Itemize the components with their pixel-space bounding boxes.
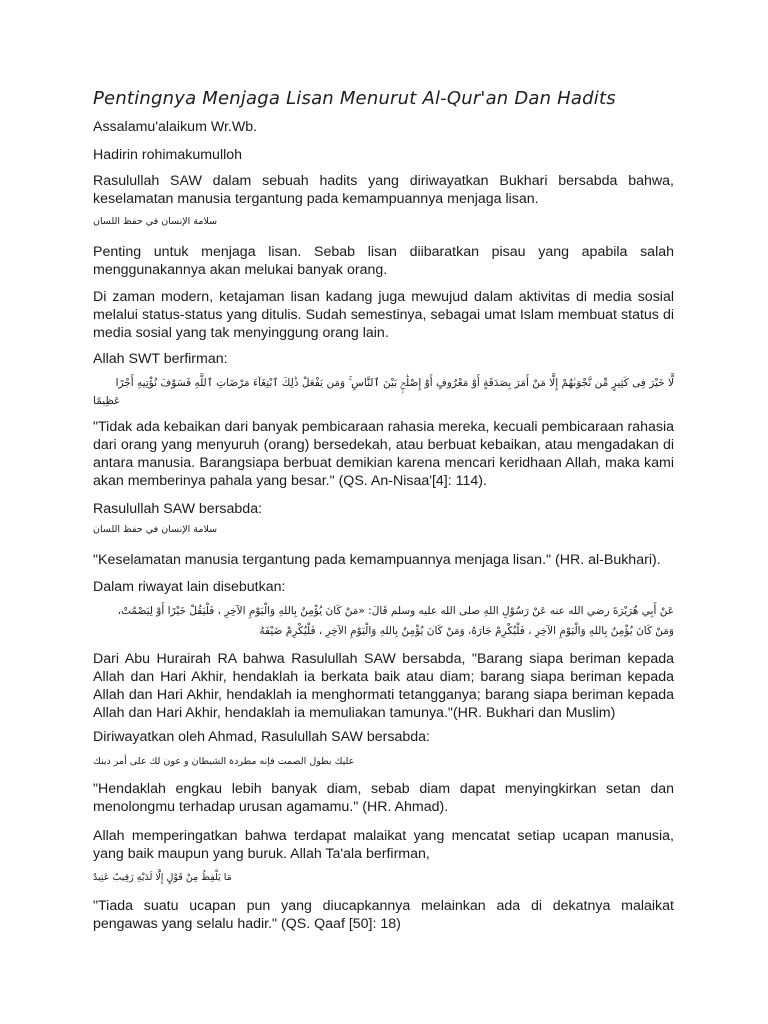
paragraph-1: Rasulullah SAW dalam sebuah hadits yang diriwayatkan Bukhari bersabda bahwa, keselamatan manusia tergantung pada kemampuannya menjaga lisan. [93, 173, 674, 207]
paragraph-3: Di zaman modern, ketajaman lisan kadang juga mewujud dalam aktivitas di media sosial melalui status-status yang ditulis. Sudah semestinya, sebagai umat Islam membuat status di media sosial yang tak menyinggung orang lain. [93, 289, 674, 341]
arabic-quote-3: عليك بطول الصمت فإنه مطردة الشيطان و عون لك على أمر دينك [93, 756, 355, 767]
audience-text: Hadirin rohimakumulloh [93, 147, 243, 163]
ahmad-intro: Diriwayatkan oleh Ahmad, Rasulullah SAW bersabda: [93, 729, 430, 745]
document-title: Pentingnya Menjaga Lisan Menurut Al-Qur'an Dan Hadits [93, 88, 616, 109]
arabic-hadith-line-1: عَنْ أَبِي هُرَيْرَةَ رضي الله عنه عَنْ رَسُوْلِ اللهِ صلى الله عليه وسلم قَالَ: «مَنْ كَانَ يُؤْمِنُ بِاللهِ وَالْيَوْمِ الآخِرِ ، فَلْيَقُلْ خَيْرًا أَوْ لِيَصْمُتْ، [117, 605, 674, 617]
paragraph-2: Penting untuk menjaga lisan. Sebab lisan diibaratkan pisau yang apabila salah menggunakannya akan melukai banyak orang. [93, 244, 674, 278]
riwayat-intro: Dalam riwayat lain disebutkan: [93, 579, 286, 595]
arabic-quote-2: سلامة الإنسان في حفظ اللسان [93, 524, 218, 535]
paragraph-6: Dari Abu Hurairah RA bahwa Rasulullah SAW bersabda, "Barang siapa beriman kepada Allah dan Hari Akhir, hendaklah ia berkata baik atau diam; barang siapa beriman kepada Allah dan Hari Akhir, hendaklah ia menghormati tetangganya; barang siapa beriman kepada Allah dan Hari Akhir, hendaklah ia memuliakan tamunya."(HR. Bukhari dan Muslim) [93, 651, 674, 721]
arabic-quran-line-2: عَظِيمًا [93, 395, 121, 407]
arabic-hadith-line-2: وَمَنْ كَانَ يُؤْمِنُ بِاللهِ وَالْيَوْمِ الآخِرِ ، فَلْيُكْرِمْ جَارَهُ، وَمَنْ كَانَ يُؤْمِنُ بِاللهِ وَالْيَوْمِ الآخِرِ ، فَلْيُكْرِمْ ضَيْفَهُ [259, 625, 674, 637]
greeting-text: Assalamu'alaikum Wr.Wb. [93, 119, 258, 135]
paragraph-8: Allah memperingatkan bahwa terdapat malaikat yang mencatat setiap ucapan manusia, yang baik maupun yang buruk. Allah Ta'ala berfirman, [93, 828, 674, 862]
paragraph-7: "Hendaklah engkau lebih banyak diam, sebab diam dapat menyingkirkan setan dan menolongmu terhadap urusan agamamu." (HR. Ahmad). [93, 781, 674, 815]
paragraph-5: "Keselamatan manusia tergantung pada kemampuannya menjaga lisan." (HR. al-Bukhari). [93, 552, 661, 568]
arabic-quote-1: سلامة الإنسان في حفظ اللسان [93, 216, 218, 227]
arabic-quran-line-1: لَّا خَيْرَ فِى كَثِيرٍ مِّن نَّجْوَىٰهُمْ إِلَّا مَنْ أَمَرَ بِصَدَقَةٍ أَوْ مَعْرُوفٍ أَوْ إِصْلَٰحٍۭ بَيْنَ ٱلنَّاسِ ۚ وَمَن يَفْعَلْ ذَٰلِكَ ٱبْتِغَآءَ مَرْضَاتِ ٱللَّهِ فَسَوْفَ نُؤْتِيهِ أَجْرًا [115, 377, 674, 389]
rasul-intro: Rasulullah SAW bersabda: [93, 501, 263, 517]
paragraph-9: "Tiada suatu ucapan pun yang diucapkannya melainkan ada di dekatnya malaikat pengawas yang selalu hadir." (QS. Qaaf [50]: 18) [93, 898, 674, 932]
arabic-quote-4: مَا يَلْفِظُ مِنْ قَوْلٍ إِلَّا لَدَيْهِ رَقِيبٌ عَتِيدٌ [93, 872, 232, 883]
allah-intro: Allah SWT berfirman: [93, 351, 228, 367]
paragraph-4: "Tidak ada kebaikan dari banyak pembicaraan rahasia mereka, kecuali pembicaraan rahasia dari orang yang menyuruh (orang) bersedekah, atau berbuat kebaikan, atau mengadakan di antara manusia. Barangsiapa berbuat demikian karena mencari keridhaan Allah, maka kami akan memberinya pahala yang besar." (QS. An-Nisaa'[4]: 114). [93, 419, 675, 489]
